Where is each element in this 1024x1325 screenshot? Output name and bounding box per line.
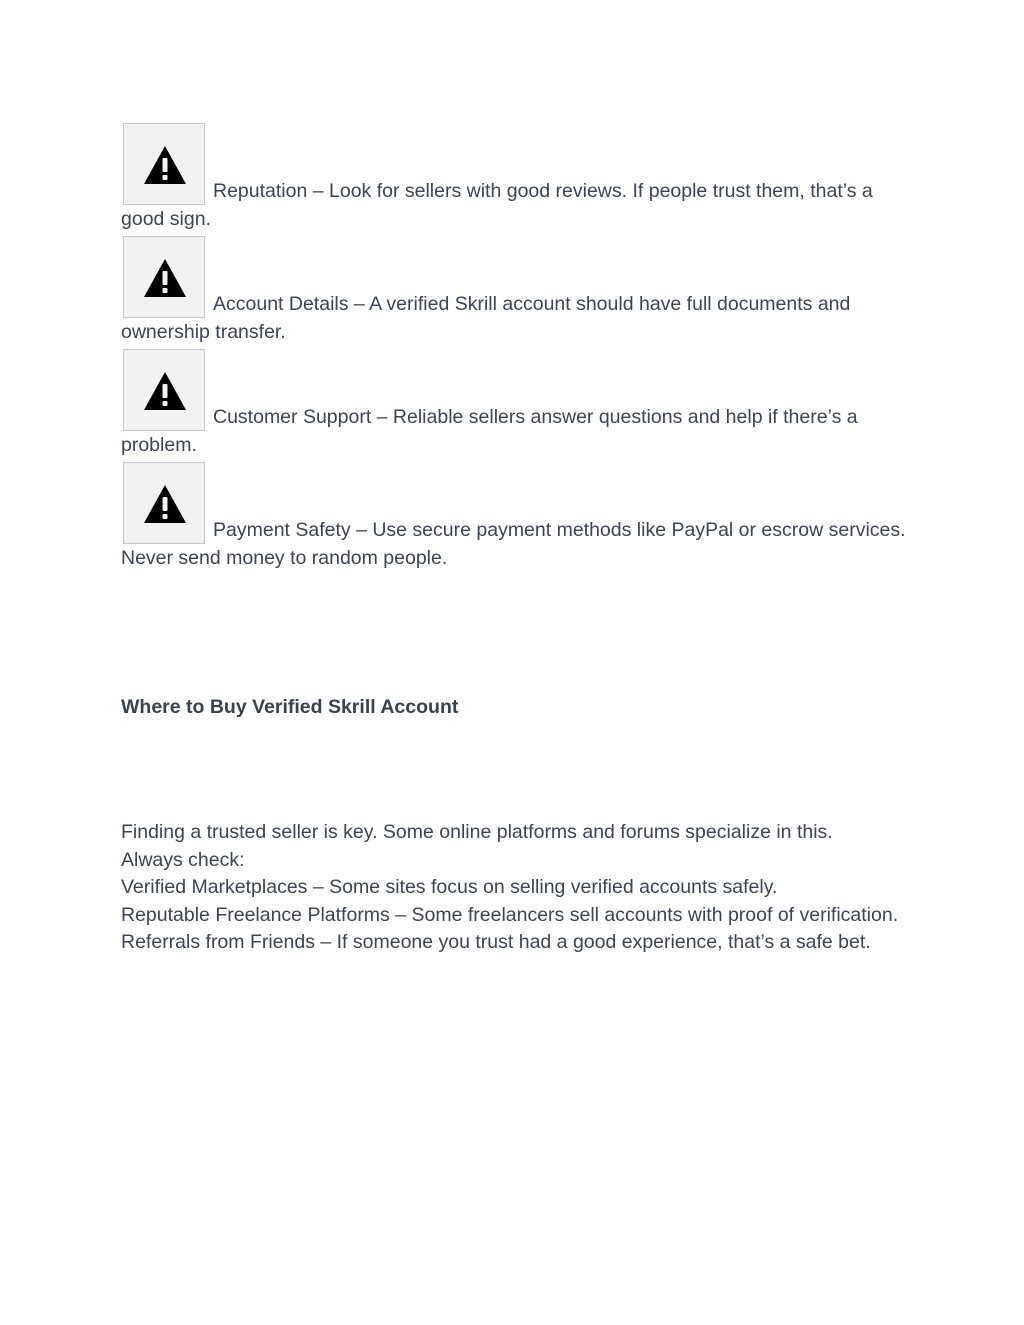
bullet-text: Payment Safety – Use secure payment methods like PayPal or escrow services. Never send money to random people.: [121, 519, 906, 569]
section-heading: Where to Buy Verified Skrill Account: [121, 696, 459, 718]
bullet-item-reputation: [121, 123, 911, 233]
bullet-text: Reputation – Look for sellers with good reviews. If people trust them, that’s a good sign.: [121, 180, 873, 230]
bullet-item-account-details: [121, 236, 911, 346]
warning-icon: [123, 462, 205, 544]
bullet-item-payment-safety: [121, 462, 911, 572]
bullet-text: Account Details – A verified Skrill account should have full documents and ownership transfer.: [121, 293, 851, 343]
warning-icon: [123, 349, 205, 431]
body-line: Always check:: [121, 848, 245, 871]
section-body: [121, 819, 911, 957]
body-line: Referrals from Friends – If someone you trust had a good experience, that’s a safe bet.: [121, 931, 871, 954]
warning-icon: [123, 236, 205, 318]
body-line: Finding a trusted seller is key. Some online platforms and forums specialize in this.: [121, 821, 833, 843]
warning-icon: [123, 123, 205, 205]
body-line: Verified Marketplaces – Some sites focus on selling verified accounts safely.: [121, 876, 778, 899]
body-line: Reputable Freelance Platforms – Some freelancers sell accounts with proof of verification.: [121, 903, 899, 926]
bullet-text: Customer Support – Reliable sellers answer questions and help if there’s a problem.: [121, 406, 858, 456]
document-content: [121, 123, 911, 957]
bullet-item-customer-support: [121, 349, 911, 459]
